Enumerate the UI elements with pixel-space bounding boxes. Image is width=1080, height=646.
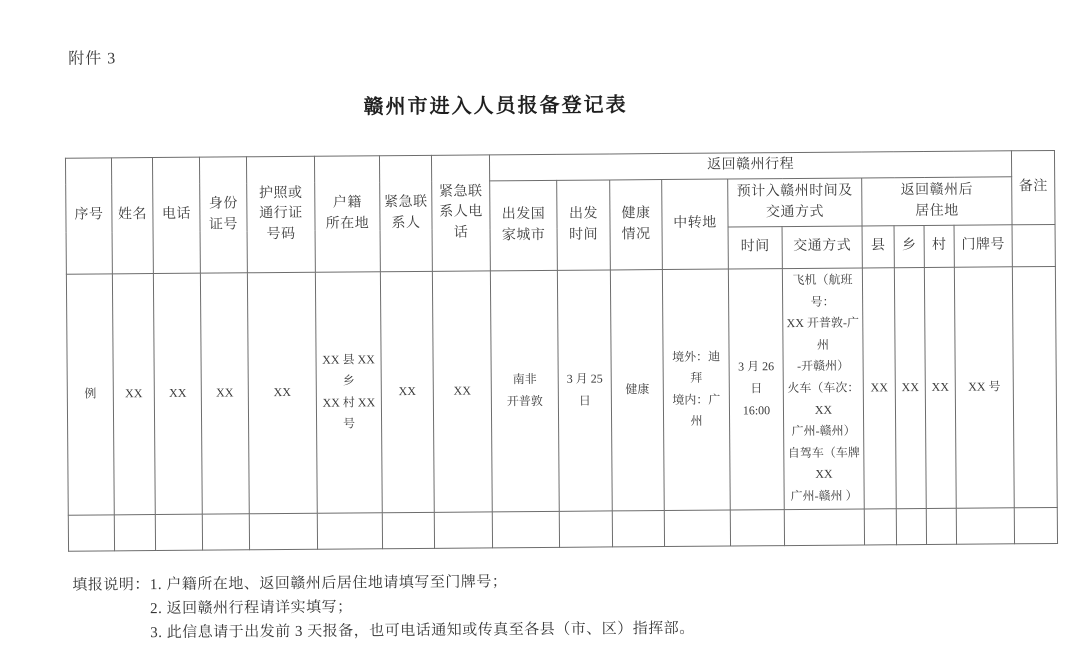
empty-cell xyxy=(784,508,864,545)
notes-items xyxy=(150,568,695,644)
cell-emergency-phone: XX xyxy=(432,271,492,512)
empty-cell xyxy=(664,510,730,547)
col-header-id-number: 身份 证号 xyxy=(199,157,247,273)
col-header-remark: 备注 xyxy=(1012,150,1056,224)
empty-cell xyxy=(730,509,784,545)
col-header-serial: 序号 xyxy=(65,158,112,274)
empty-cell xyxy=(896,508,926,544)
fill-in-notes xyxy=(72,565,1080,645)
col-header-phone: 电话 xyxy=(152,157,200,273)
empty-cell xyxy=(492,511,559,548)
cell-emergency-contact: XX xyxy=(380,271,434,512)
empty-cell xyxy=(864,508,896,544)
col-header-trip-group: 返回赣州行程 xyxy=(489,151,1011,181)
cell-transport: 飞机（航班号： XX 开普敦-广州 -开赣州） 火车（车次：XX 广州-赣州） 自驾车（车牌 XX 广州-赣州 ） xyxy=(782,268,864,509)
note-item-2: 2. 返回赣州行程请详实填写； xyxy=(149,599,353,617)
cell-phone: XX xyxy=(153,273,202,514)
empty-cell xyxy=(612,510,664,546)
cell-id-number: XX xyxy=(200,273,249,514)
empty-cell xyxy=(155,514,202,550)
empty-cell xyxy=(559,510,612,546)
remark-subheader-empty xyxy=(1012,224,1055,266)
empty-cell xyxy=(956,507,1014,543)
col-header-township: 乡 xyxy=(894,225,924,267)
example-row xyxy=(66,266,1057,514)
empty-cell xyxy=(926,508,956,544)
cell-remark xyxy=(1012,266,1057,507)
cell-house-number: XX 号 xyxy=(954,267,1014,508)
col-header-arrival-group: 预计入赣州时间及 交通方式 xyxy=(728,178,862,227)
col-header-departure-city: 出发国 家城市 xyxy=(490,180,558,271)
empty-cell xyxy=(202,513,249,549)
cell-household: XX 县 XX 乡 XX 村 XX 号 xyxy=(315,272,382,513)
col-header-name: 姓名 xyxy=(111,158,153,274)
col-header-county: 县 xyxy=(862,226,894,268)
notes-label: 填报说明： xyxy=(72,576,150,594)
cell-transit: 境外：迪拜 境内：广州 xyxy=(662,269,730,510)
note-item-1: 1. 户籍所在地、返回赣州后居住地请填写至门牌号； xyxy=(149,573,508,593)
attachment-label: 附件 3 xyxy=(68,50,117,68)
col-header-transit: 中转地 xyxy=(662,179,729,270)
col-header-residence-group: 返回赣州后 居住地 xyxy=(862,177,1012,226)
col-header-emergency-phone: 紧急联 系人电 话 xyxy=(431,155,490,271)
note-item-3: 3. 此信息请于出发前 3 天报备，也可电话通知或传真至各县（市、区）指挥部。 xyxy=(150,620,695,641)
cell-arrival-time: 3 月 26 日 16:00 xyxy=(728,269,784,510)
empty-cell xyxy=(434,511,492,547)
col-header-transport: 交通方式 xyxy=(782,226,862,269)
cell-serial: 例 xyxy=(66,274,114,515)
page-title: 赣州市进入人员报备登记表 xyxy=(363,94,628,119)
col-header-health: 健康 情况 xyxy=(610,180,663,270)
col-header-passport: 护照或 通行证 号码 xyxy=(246,156,315,273)
cell-passport: XX xyxy=(247,272,317,513)
empty-cell xyxy=(249,513,317,550)
cell-departure-time: 3 月 25 日 xyxy=(557,270,612,511)
registration-table xyxy=(65,150,1058,551)
empty-cell xyxy=(68,514,114,550)
empty-cell xyxy=(1014,507,1057,543)
col-header-emergency-contact: 紧急联 系人 xyxy=(379,155,432,271)
col-header-village: 村 xyxy=(924,225,954,267)
cell-county: XX xyxy=(862,268,896,509)
empty-cell xyxy=(317,512,382,549)
cell-health: 健康 xyxy=(610,270,664,511)
empty-cell xyxy=(114,514,155,550)
empty-cell xyxy=(382,512,434,548)
cell-village: XX xyxy=(924,267,956,508)
blank-row xyxy=(68,507,1057,551)
cell-township: XX xyxy=(894,267,926,508)
col-header-arrival-time: 时间 xyxy=(728,227,782,269)
col-header-house-number: 门牌号 xyxy=(954,225,1012,267)
col-header-household: 户籍 所在地 xyxy=(314,156,380,273)
col-header-departure-time: 出发 时间 xyxy=(557,180,611,270)
cell-name: XX xyxy=(112,274,155,515)
cell-departure-city: 南非 开普敦 xyxy=(490,270,559,511)
